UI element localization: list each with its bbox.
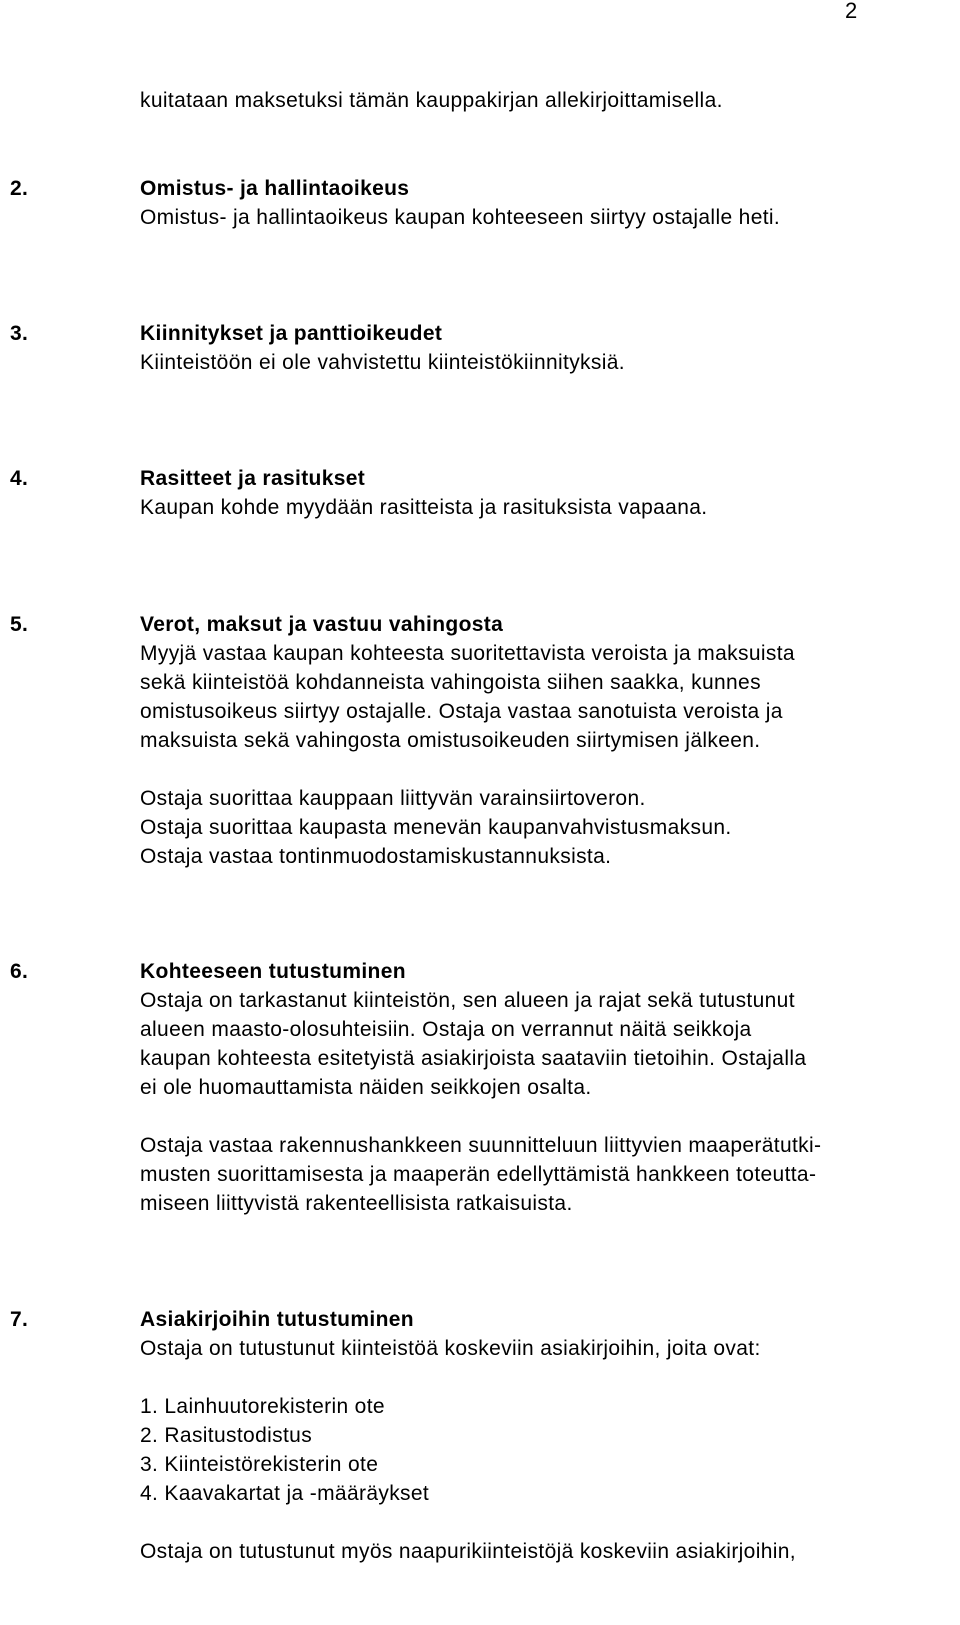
paragraph-line: Ostaja suorittaa kauppaan liittyvän varainsiirtoveron. [140,787,646,810]
section-heading: Kiinnitykset ja panttioikeudet [140,322,443,345]
list-item: 3. Kiinteistörekisterin ote [140,1453,379,1476]
section-number: 4. [10,467,29,490]
paragraph-line: omistusoikeus siirtyy ostajalle. Ostaja vastaa sanotuista veroista ja [140,700,783,723]
paragraph-line: Ostaja on tutustunut myös naapurikiinteistöjä koskeviin asiakirjoihin, [140,1540,796,1563]
paragraph-line: Ostaja vastaa tontinmuodostamiskustannuksista. [140,845,612,868]
section-heading: Omistus- ja hallintaoikeus [140,177,410,200]
section-number: 3. [10,322,29,345]
list-item: 4. Kaavakartat ja -määräykset [140,1482,430,1505]
section-heading: Asiakirjoihin tutustuminen [140,1308,414,1331]
section-heading: Verot, maksut ja vastuu vahingosta [140,613,504,636]
paragraph-line: Omistus- ja hallintaoikeus kaupan kohteeseen siirtyy ostajalle heti. [140,206,781,229]
paragraph-line: musten suorittamisesta ja maaperän edellyttämistä hankkeen toteutta- [140,1163,817,1186]
paragraph-line: alueen maasto-olosuhteisiin. Ostaja on verrannut näitä seikkoja [140,1018,752,1041]
paragraph-line: Kiinteistöön ei ole vahvistettu kiinteistökiinnityksiä. [140,351,625,374]
section-number: 7. [10,1308,29,1331]
paragraph-line: maksuista sekä vahingosta omistusoikeuden siirtymisen jälkeen. [140,729,761,752]
paragraph-line: Ostaja on tarkastanut kiinteistön, sen alueen ja rajat sekä tutustunut [140,989,795,1012]
section-number: 5. [10,613,29,636]
paragraph-line: miseen liittyvistä rakenteellisista ratkaisuista. [140,1192,573,1215]
section-heading: Rasitteet ja rasitukset [140,467,366,490]
paragraph-line: Ostaja on tutustunut kiinteistöä koskeviin asiakirjoihin, joita ovat: [140,1337,761,1360]
paragraph-line: kaupan kohteesta esitetyistä asiakirjoista saataviin tietoihin. Ostajalla [140,1047,807,1070]
section-number: 6. [10,960,29,983]
paragraph-line: Kaupan kohde myydään rasitteista ja rasituksista vapaana. [140,496,708,519]
section-number: 2. [10,177,29,200]
page-number: 2 [845,0,858,23]
section-heading: Kohteeseen tutustuminen [140,960,406,983]
paragraph-line: Myyjä vastaa kaupan kohteesta suoritettavista veroista ja maksuista [140,642,795,665]
list-item: 2. Rasitustodistus [140,1424,313,1447]
list-item: 1. Lainhuutorekisterin ote [140,1395,385,1418]
paragraph-line: Ostaja vastaa rakennushankkeen suunnitteluun liittyvien maaperätutki- [140,1134,822,1157]
intro-line: kuitataan maksetuksi tämän kauppakirjan allekirjoittamisella. [140,89,723,112]
paragraph-line: ei ole huomauttamista näiden seikkojen osalta. [140,1076,592,1099]
paragraph-line: sekä kiinteistöä kohdanneista vahingoista siihen saakka, kunnes [140,671,761,694]
paragraph-line: Ostaja suorittaa kaupasta menevän kaupanvahvistusmaksun. [140,816,732,839]
